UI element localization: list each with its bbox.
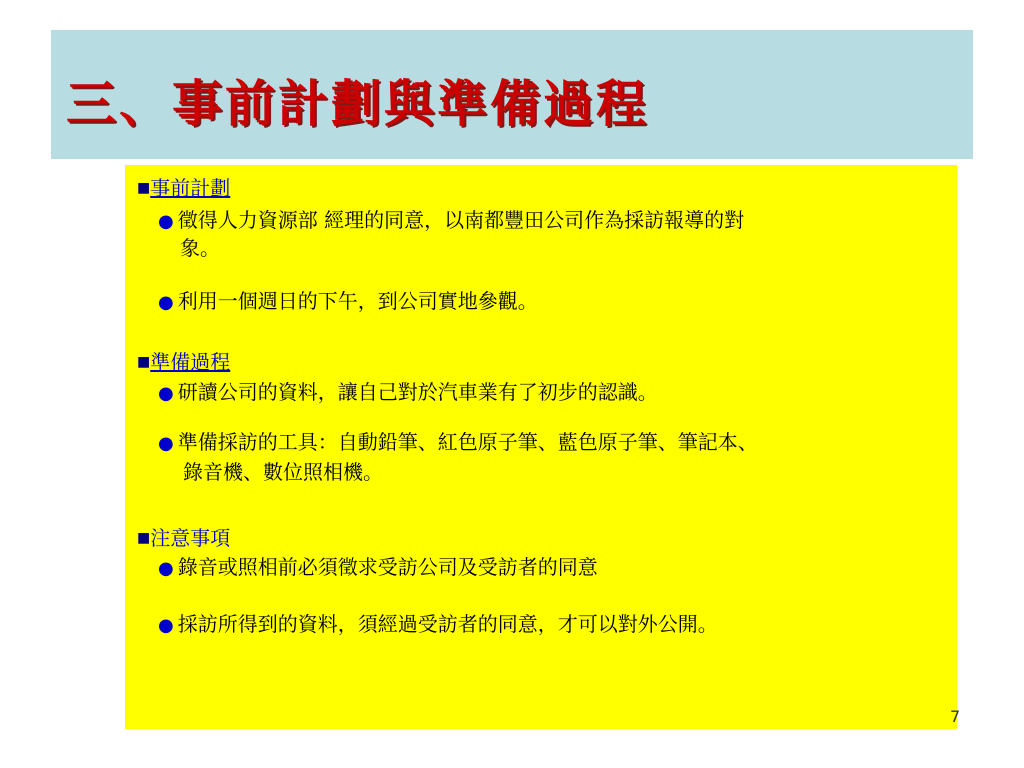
square-bullet-icon: ■ [137,180,151,196]
circle-bullet-icon: ● [158,292,174,313]
bullet-continuation: 象。 [180,236,220,260]
circle-bullet-icon: ● [158,383,174,404]
section-heading-label: 注意事項 [150,526,231,550]
list-item [158,610,718,640]
list-item [158,206,744,236]
slide-title: 三、事前計劃與準備過程 [66,74,649,133]
page-number: 7 [950,707,961,726]
square-bullet-icon: ■ [137,354,151,370]
list-item [158,287,538,317]
bullet-text: 採訪所得到的資料，須經過受訪者的同意，才可以對外公開。 [177,612,718,636]
list-item [158,378,658,408]
bullet-text: 錄音或照相前必須徵求受訪公司及受訪者的同意 [177,555,598,579]
square-bullet-icon: ■ [137,530,151,546]
circle-bullet-icon: ● [158,615,174,636]
circle-bullet-icon: ● [158,558,174,579]
list-item [158,428,758,458]
circle-bullet-icon: ● [158,211,174,232]
section-heading-notes [137,526,230,550]
bullet-text: 徵得人力資源部 經理的同意，以南都豐田公司作為採訪報導的對 [177,208,745,232]
section-heading-prep [137,350,230,374]
bullet-text: 利用一個週日的下午，到公司實地參觀。 [177,289,538,313]
circle-bullet-icon: ● [158,433,174,454]
bullet-text: 準備採訪的工具：自動鉛筆、紅色原子筆、藍色原子筆、筆記本、 [177,430,758,454]
section-heading-label: 事前計劃 [150,176,231,200]
bullet-continuation: 錄音機、數位照相機。 [183,460,383,484]
section-heading-plan [137,176,230,200]
section-heading-label: 準備過程 [150,350,231,374]
list-item [158,553,598,583]
bullet-text: 研讀公司的資料，讓自己對於汽車業有了初步的認識。 [177,380,658,404]
